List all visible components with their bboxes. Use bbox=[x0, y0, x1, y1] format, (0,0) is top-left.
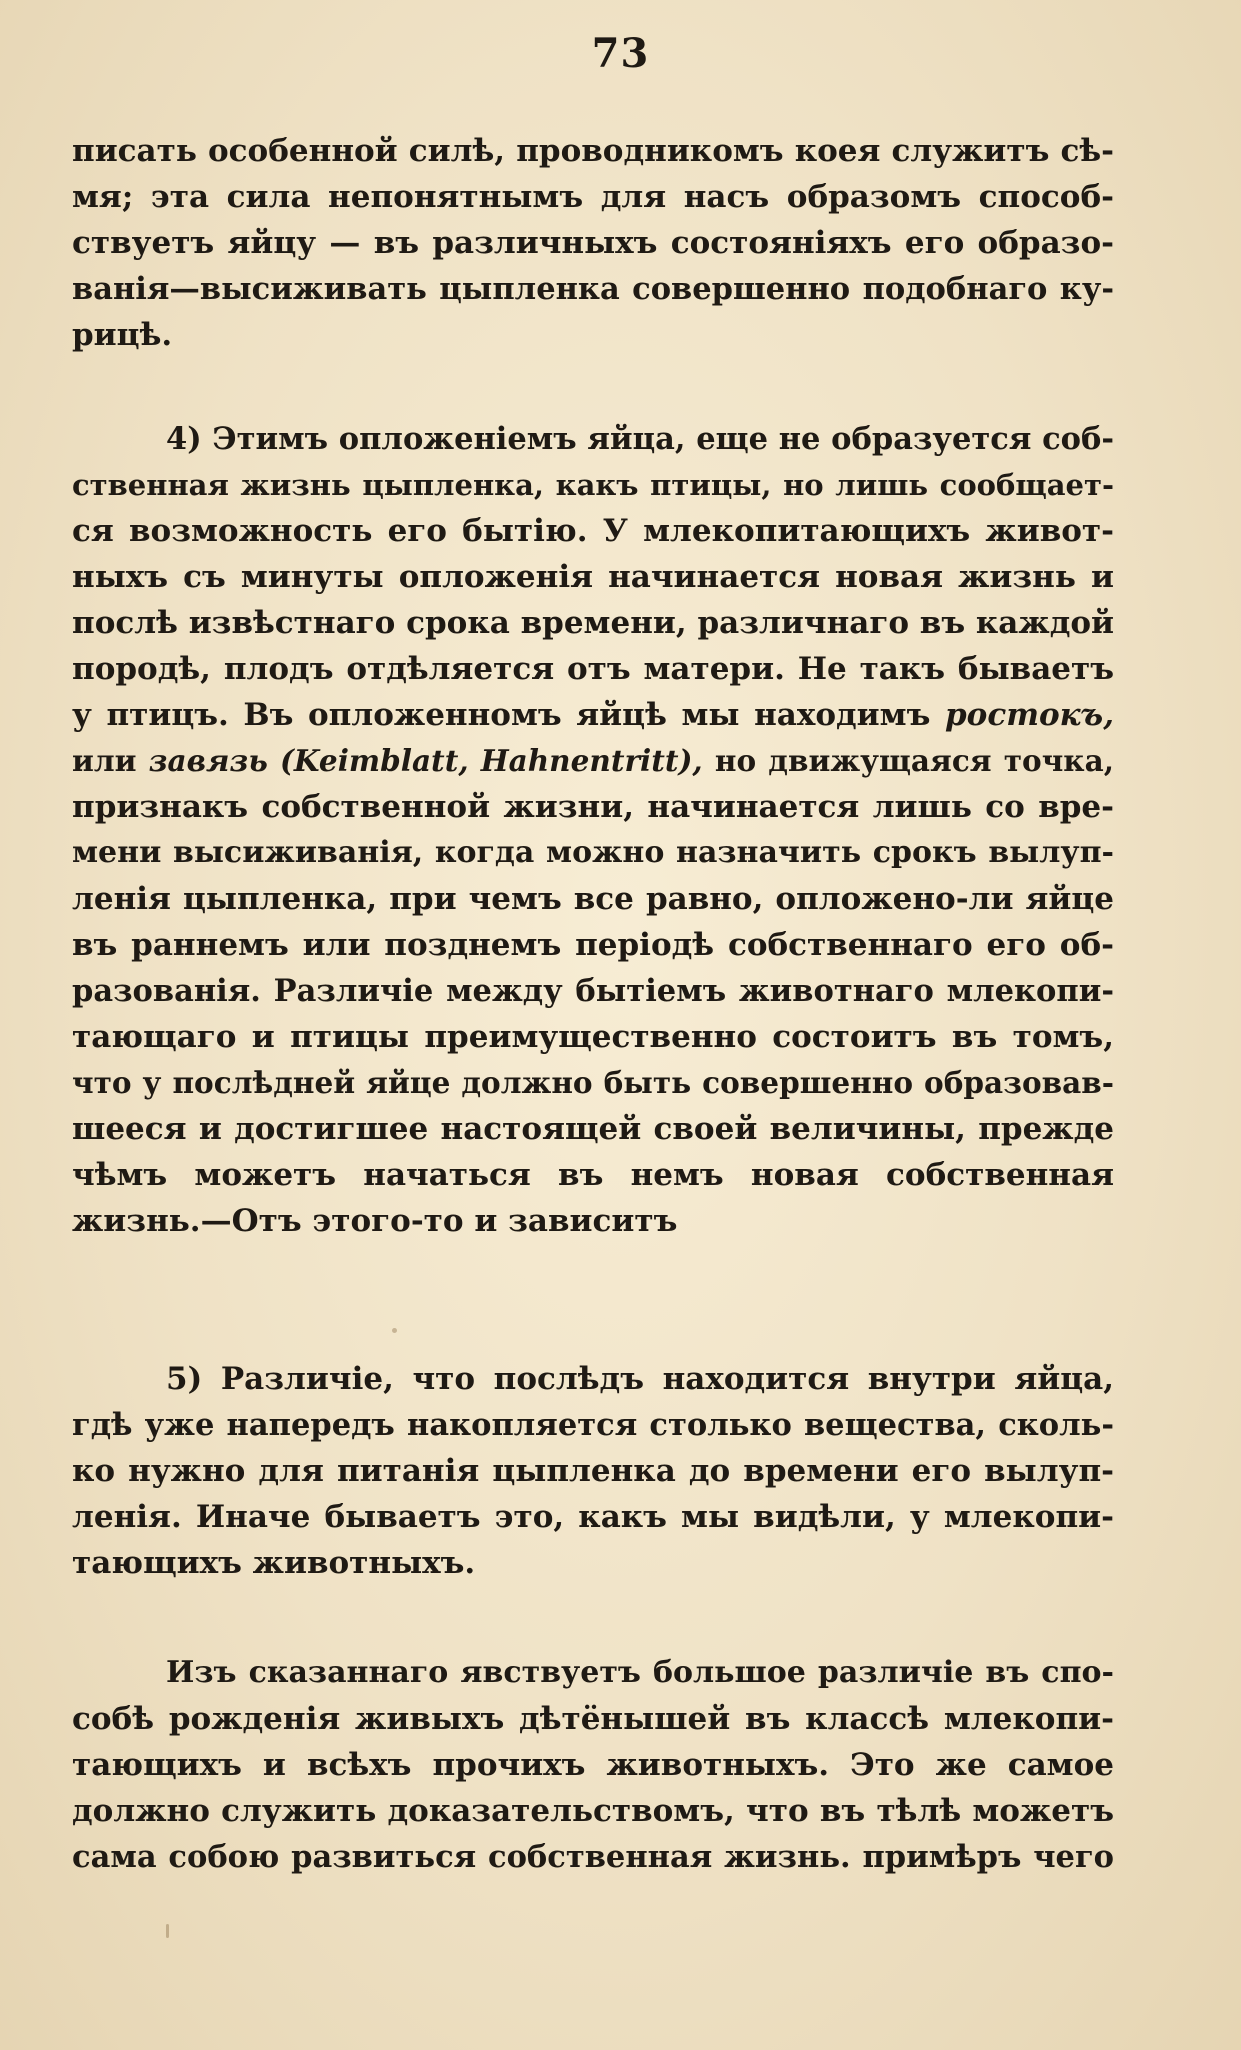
text-line: жизнь.—Отъ этого-то и зависитъ bbox=[72, 1203, 678, 1239]
italic-term: ростокъ, bbox=[944, 697, 1114, 733]
paragraph-3 bbox=[72, 1356, 1114, 1586]
text-line: ныхъ съ минуты опложенія начинается новая жизнь и bbox=[72, 559, 1114, 595]
text-line: тающихъ и всѣхъ прочихъ животныхъ. Это же самое bbox=[72, 1747, 1114, 1783]
text-span: у птицъ. Въ опложенномъ яйцѣ мы находимъ bbox=[72, 697, 945, 733]
text-span: но движущаяся точка, bbox=[702, 743, 1114, 778]
text-line: ванія—высиживать цыпленка совершенно подобнаго ку- bbox=[72, 271, 1114, 307]
text-line-with-italic bbox=[72, 738, 1114, 784]
text-line: тающихъ животныхъ. bbox=[72, 1545, 476, 1581]
text-line: писать особенной силѣ, проводникомъ коея служитъ сѣ- bbox=[72, 133, 1114, 169]
text-line: должно служить доказательствомъ, что въ тѣлѣ можетъ bbox=[72, 1793, 1114, 1829]
text-line: ленія. Иначе бываетъ это, какъ мы видѣли, у млекопи- bbox=[72, 1499, 1114, 1535]
text-line: мени высиживанія, когда можно назначить срокъ вылуп- bbox=[72, 835, 1114, 870]
paper-speck bbox=[392, 1328, 397, 1333]
text-line: 4) Этимъ опложеніемъ яйца, еще не образуется соб- bbox=[166, 421, 1114, 457]
paragraph-1 bbox=[72, 128, 1114, 358]
text-line: послѣ извѣстнаго срока времени, различнаго въ каждой bbox=[72, 605, 1114, 641]
text-line: гдѣ уже напередъ накопляется столько вещества, сколь- bbox=[72, 1407, 1114, 1443]
text-line: ленія цыпленка, при чемъ все равно, опложено-ли яйце bbox=[72, 881, 1114, 917]
text-line: породѣ, плодъ отдѣляется отъ матери. Не такъ бываетъ bbox=[72, 651, 1114, 687]
text-line: мя; эта сила непонятнымъ для насъ образомъ способ- bbox=[72, 179, 1114, 215]
text-line: разованія. Различіе между бытіемъ животнаго млекопи- bbox=[72, 973, 1114, 1009]
italic-term: завязь (Keimblatt, Hahnentritt), bbox=[148, 743, 703, 778]
paragraph-4 bbox=[72, 1650, 1114, 1880]
text-line: ствуетъ яйцу — въ различныхъ состояніяхъ его образо- bbox=[72, 225, 1114, 261]
text-line: ко нужно для питанія цыпленка до времени его вылуп- bbox=[72, 1453, 1114, 1489]
text-line: признакъ собственной жизни, начинается лишь со вре- bbox=[72, 789, 1114, 825]
text-line: тающаго и птицы преимущественно состоитъ въ томъ, bbox=[72, 1019, 1114, 1055]
text-line: ственная жизнь цыпленка, какъ птицы, но лишь сообщает- bbox=[72, 468, 1114, 502]
text-line: Изъ сказаннаго явствуетъ большое различіе въ спо- bbox=[166, 1655, 1114, 1690]
text-line: чѣмъ можетъ начаться въ немъ новая собственная bbox=[72, 1157, 1114, 1193]
text-line: въ раннемъ или позднемъ періодѣ собственнаго его об- bbox=[72, 927, 1114, 963]
text-span: или bbox=[72, 743, 149, 778]
text-line: рицѣ. bbox=[72, 317, 173, 353]
text-line: ся возможность его бытію. У млекопитающихъ живот- bbox=[72, 513, 1114, 549]
text-line-with-italic bbox=[72, 692, 1114, 738]
text-line: 5) Различіе, что послѣдъ находится внутри яйца, bbox=[166, 1361, 1114, 1397]
text-line: собѣ рожденія живыхъ дѣтёнышей въ классѣ млекопи- bbox=[72, 1701, 1114, 1737]
text-line: шееся и достигшее настоящей своей величины, прежде bbox=[72, 1111, 1114, 1147]
page-number: 73 bbox=[591, 30, 650, 77]
text-line: сама собою развиться собственная жизнь. примѣръ чего bbox=[72, 1839, 1114, 1875]
paper-speck bbox=[166, 1924, 169, 1938]
paragraph-2 bbox=[72, 416, 1114, 1244]
text-line: что у послѣдней яйце должно быть совершенно образовав- bbox=[72, 1065, 1114, 1100]
